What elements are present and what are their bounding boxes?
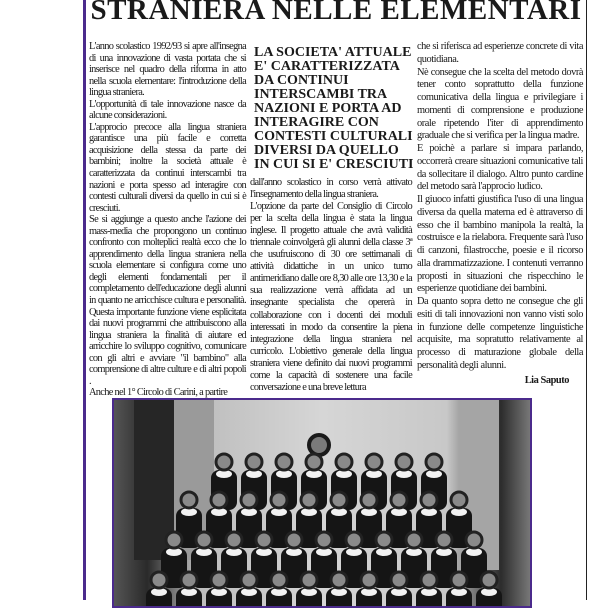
child-head (301, 492, 317, 508)
article-column-2 (250, 177, 412, 394)
child-head (246, 454, 262, 470)
child-head (406, 532, 422, 548)
paragraph: che si riferisca ad esperienze concrete di vita quotidiana. (417, 41, 583, 65)
pull-quote-line: IN CUI SI E' CRESCIUTI (254, 157, 414, 172)
child-head (301, 572, 317, 588)
child-head (286, 532, 302, 548)
child-head (451, 572, 467, 588)
paragraph: L'anno scolastico 1992/93 si apre all'insegna di una innovazione di vasta portata che si inserisce nel quadro della riforma in atto nella scuola elementare: l'introduzione della lingua straniera. (89, 41, 246, 99)
left-purple-rule (83, 0, 86, 600)
child-head (241, 492, 257, 508)
right-border-rule (586, 0, 587, 600)
paragraph: L'opportunità di tale innovazione nasce da alcune considerazioni. (89, 98, 246, 122)
pull-quote-line: LA SOCIETA' ATTUALE (254, 45, 412, 60)
paragraph: Nè consegue che la scelta del metodo dovrà tener conto soprattutto della funzione comunicativa della lingua e privilegiare i momenti di comprensione e produzione orale ripetendo l'iter di apprendimento graduale che si verifica per la lingua madre. (417, 66, 583, 142)
child-head (151, 572, 167, 588)
class-photo (112, 398, 532, 608)
article-title: STRANIERA NELLE ELEMENTARI (90, 0, 582, 26)
child-head (166, 532, 182, 548)
child-head (421, 572, 437, 588)
paragraph: Il giuoco infatti giustifica l'uso di una lingua diversa da quella materna ed è attraverso di esso che il bambino manipola la realtà, la costruisce e la rielabora. Frequente sarà l'uso di canzoni, filastrocche, poesie e il ricorso alla drammatizzazione. I contenuti verranno proposti in situazioni che rispecchino le esperienze quotidiane dei bambini. (417, 194, 583, 295)
child-head (376, 532, 392, 548)
paragraph: Se si aggiunge a questo anche l'azione dei mass-media che propongono un continuo confronto con molteplici realtà ecco che lo apprendimento della lingua straniera nella scuola elementare si configura come uno degli elementi fondamentali per il completamento dell'educazione degli alunni in quanto ne arricchisce cultura e personalità. Questa importante funzione viene esplicitata dai nuovi programmi che attribuiscono alla lingua straniera la finalità di aiutare ed arricchire lo sviluppo cognitivo, comunicare con gli altri e avviare "il bambino" alla comprensione di altre culture e di altri popoli . (89, 214, 246, 387)
paragraph: Da quanto sopra detto ne consegue che gli esiti di tali innovazioni non vanno visti solo in funzione delle competenze linguistiche acquisite, ma sopratutto relativamente al processo di maturazione globale della personalità degli alunni. (417, 296, 583, 371)
child-head (361, 572, 377, 588)
child-head (211, 572, 227, 588)
child-head (451, 492, 467, 508)
article-column-3 (417, 41, 583, 387)
pull-quote-line: E' CARATTERIZZATA (254, 59, 400, 74)
pull-quote-line: INTERSCAMBI TRA (254, 87, 388, 102)
pull-quote-line: CONTESTI CULTURALI (254, 129, 413, 144)
child-head (181, 492, 197, 508)
child-head (426, 454, 442, 470)
child-head (271, 572, 287, 588)
child-head (466, 532, 482, 548)
teacher-head (309, 435, 329, 455)
child-head (366, 454, 382, 470)
pull-quote-line: DA CONTINUI (254, 73, 349, 88)
child-head (391, 492, 407, 508)
paragraph: Anche nel 1° Circolo di Carini, a partire (89, 387, 228, 399)
child-head (181, 572, 197, 588)
pull-quote-line: INTERAGIRE CON (254, 115, 379, 130)
article-column-1 (89, 41, 246, 399)
child-head (481, 572, 497, 588)
class-photo-image (114, 400, 530, 606)
child-head (216, 454, 232, 470)
pull-quote (254, 46, 414, 172)
child-head (271, 492, 287, 508)
paragraph: L'approcio precoce alla lingua straniera garantisce una più facile e corretta acquisizione della stessa da parte dei bambini; inoltre la società attuale è caratterizzata da continui interscambi tra nazioni e porta spesso ad interagire con contesti culturali diversi da quello in cui si è cresciuti. (89, 121, 246, 214)
child-head (336, 454, 352, 470)
child-head (256, 532, 272, 548)
child-head (316, 532, 332, 548)
paragraph: dall'anno scolastico in corso verrà attivato l'insegnamento della lingua straniera. (250, 177, 412, 201)
child-head (421, 492, 437, 508)
paragraph: L'opzione da parte del Consiglio di Circolo per la scelta della lingua è stata la lingua inglese. Il progetto attuale che avrà validità triennale coinvolgerà gli alunni della classe 3ª che usufruiscono di 30 ore settimanali di attività didattiche in un unico turno antimeridiano dalle ore 8,30 alle ore 13,30 e la sua realizzazione verrà affidata ad un insegnante specialista che opererà in collaborazione con i docenti dei moduli interessati in modo da consentire la piena integrazione della lingua straniera nel curricolo. L'obiettivo generale della lingua straniera viene definito dai nuovi programmi come la capacità di sostenere una facile conversazione e una breve lettura (250, 201, 412, 393)
child-head (331, 572, 347, 588)
child-head (331, 492, 347, 508)
pull-quote-line: NAZIONI E PORTA AD (254, 101, 402, 116)
child-head (396, 454, 412, 470)
child-head (346, 532, 362, 548)
child-head (241, 572, 257, 588)
child-head (226, 532, 242, 548)
author-signature: Lia Saputo (524, 374, 569, 386)
pull-quote-line: DIVERSI DA QUELLO (254, 143, 399, 158)
child-head (306, 454, 322, 470)
child-head (436, 532, 452, 548)
paragraph: E poichè a parlare si impara parlando, occorrerà creare situazioni comunicative tali da sollecitare il dialogo. Altro punto cardine del metodo sarà l'approcio ludico. (417, 143, 583, 193)
child-head (391, 572, 407, 588)
child-head (196, 532, 212, 548)
child-head (361, 492, 377, 508)
child-head (211, 492, 227, 508)
child-head (276, 454, 292, 470)
